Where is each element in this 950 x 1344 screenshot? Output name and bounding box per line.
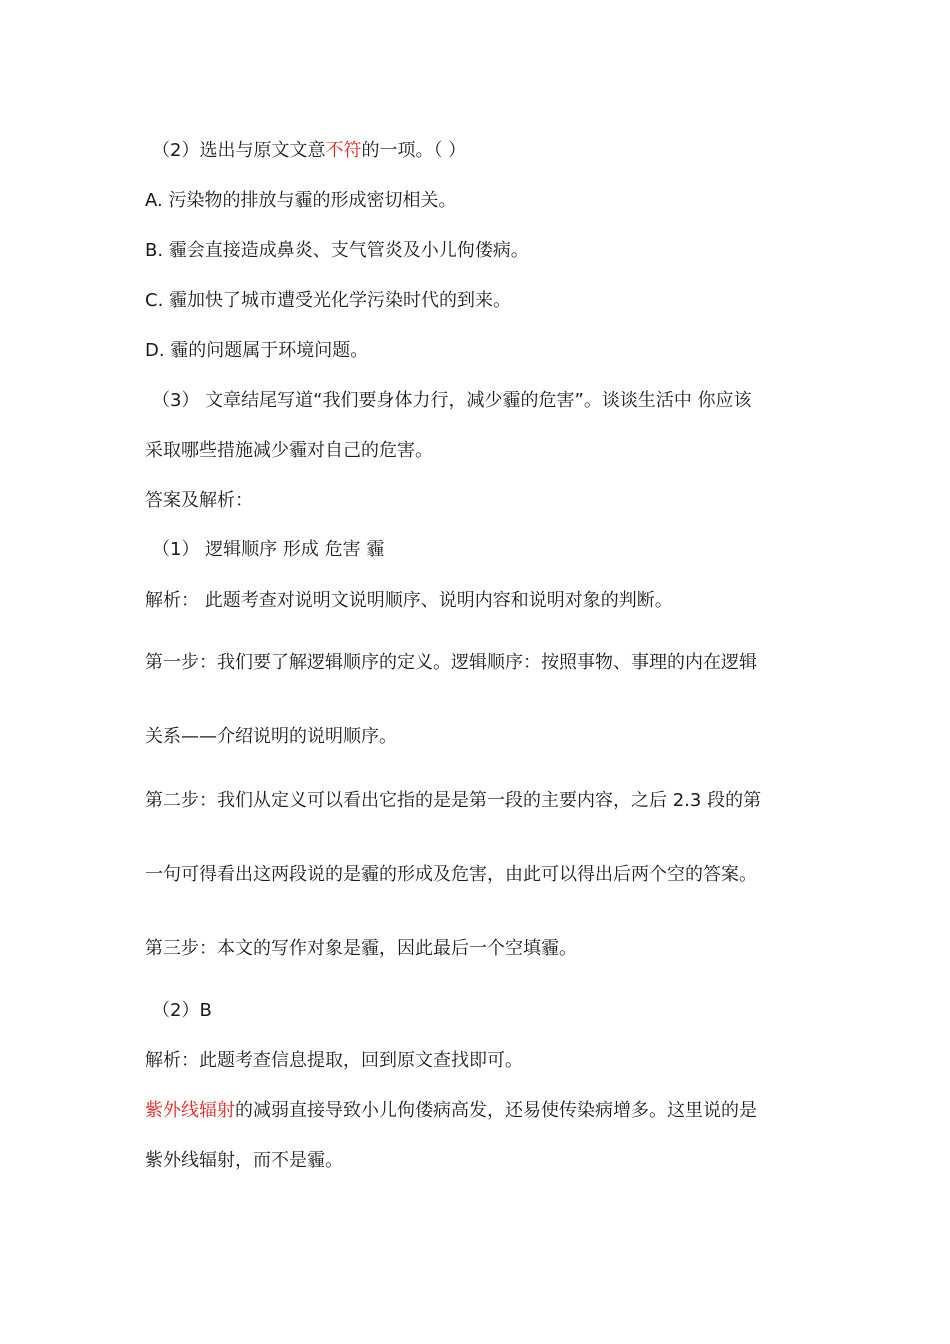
step-1-line-2: 关系——介绍说明的说明顺序。 [145,726,397,747]
question-3-line-2: 采取哪些措施减少霾对自己的危害。 [145,440,433,461]
answer-1: （1） 逻辑顺序 形成 危害 霾 [152,539,385,560]
step-3: 第三步：本文的写作对象是霾，因此最后一个空填霾。 [145,938,577,959]
answer-2: （2）B [152,1000,212,1021]
question-3-line-1: （3） 文章结尾写道“我们要身体力行，减少霾的危害”。谈谈生活中 你应该 [152,390,752,411]
answers-heading: 答案及解析： [145,490,253,511]
option-b: B. 霾会直接造成鼻炎、支气管炎及小儿佝偻病。 [145,240,529,261]
question-2-prompt [152,138,466,164]
step-2-line-2: 一句可得看出这两段说的是霾的形成及危害，由此可以得出后两个空的答案。 [145,864,757,885]
answer-2-detail-rest: 的减弱直接导致小儿佝偻病高发，还易使传染病增多。这里说的是 [235,1100,757,1121]
answer-2-analysis: 解析：此题考查信息提取，回到原文查找即可。 [145,1050,523,1071]
step-2-line-1: 第二步：我们从定义可以看出它指的是是第一段的主要内容，之后 2.3 段的第 [145,790,762,811]
question-2-prefix: （2）选出与原文文意 [152,140,326,161]
option-a: A. 污染物的排放与霾的形成密切相关。 [145,190,457,211]
answer-2-detail-line-1 [145,1098,757,1124]
step-1-line-1: 第一步：我们要了解逻辑顺序的定义。逻辑顺序：按照事物、事理的内在逻辑 [145,652,757,673]
option-d: D. 霾的问题属于环境问题。 [145,340,369,361]
option-c: C. 霾加快了城市遭受光化学污染时代的到来。 [145,290,512,311]
question-2-highlight: 不符 [325,140,362,161]
answer-1-analysis: 解析： 此题考查对说明文说明顺序、说明内容和说明对象的判断。 [145,590,673,611]
answer-2-detail-line-2: 紫外线辐射，而不是霾。 [145,1150,343,1171]
answer-2-detail-highlight: 紫外线辐射 [145,1100,235,1121]
question-2-suffix: 的一项。（ ） [361,140,467,161]
